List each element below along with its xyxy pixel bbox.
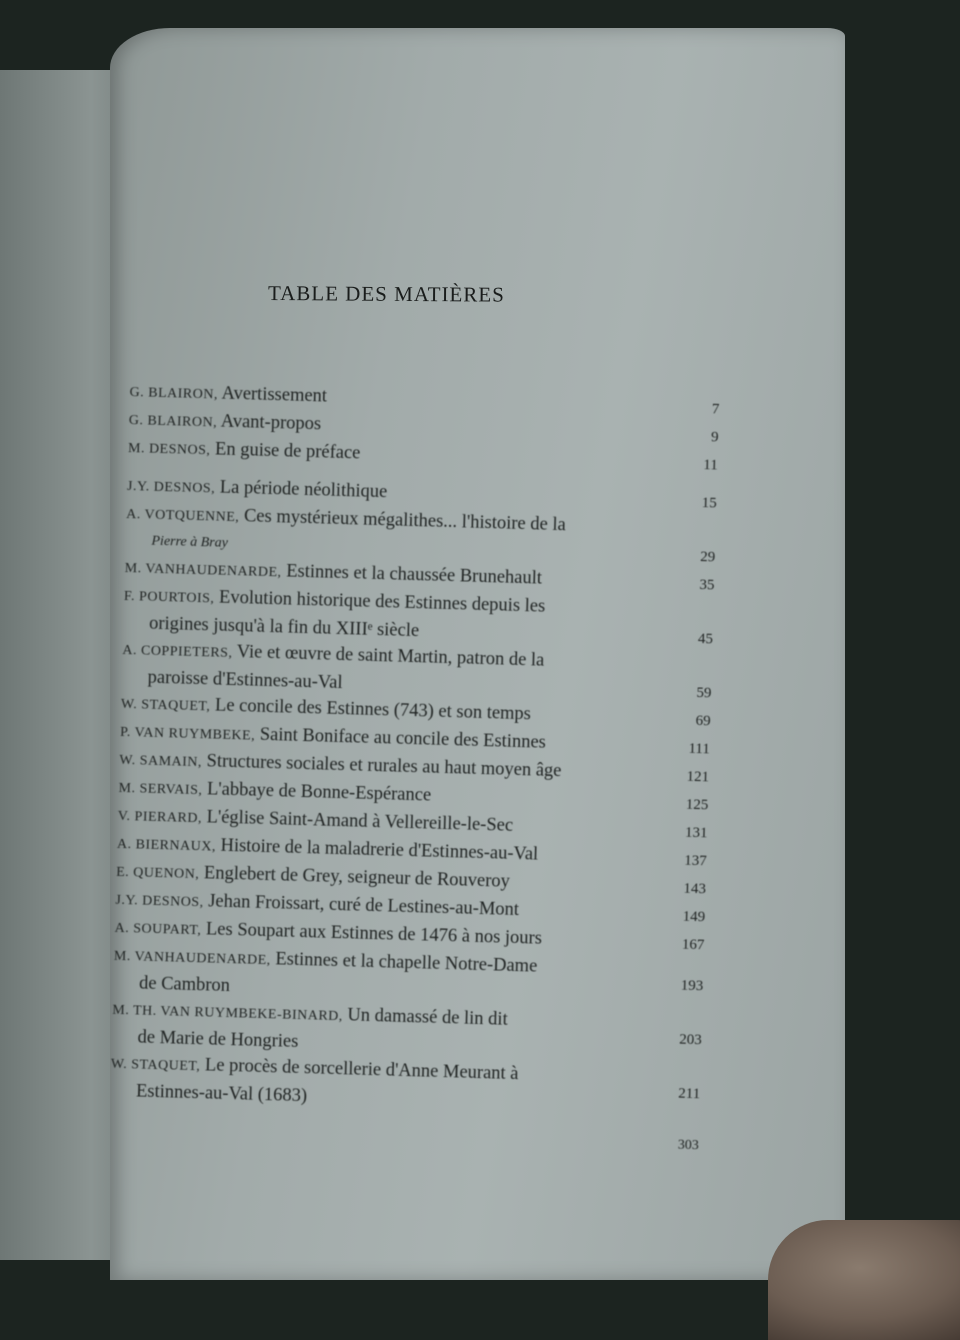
entry-title: Jehan Froissart, curé de Lestines-au-Mont	[207, 891, 520, 921]
entry-title: Les Soupart aux Estinnes de 1476 à nos jours	[205, 919, 543, 949]
entry-author: W. STAQUET,	[110, 1056, 201, 1075]
entry-title: L'abbaye de Bonne-Espérance	[206, 779, 432, 806]
entry-title: Avant-propos	[220, 411, 322, 435]
entry-title: Estinnes et la chapelle Notre-Dame	[275, 949, 538, 977]
entry-title-continued: paroisse d'Estinnes-au-Val	[147, 667, 343, 694]
page-title: TABLE DES MATIÈRES	[267, 280, 505, 307]
entry-author: E. QUENON,	[115, 864, 200, 883]
entry-author: J.Y. DESNOS,	[126, 478, 216, 497]
entry-title-continued: origines jusqu'à la fin du XIIIᵉ siècle	[148, 613, 420, 642]
entry-author: G. BLAIRON,	[128, 412, 218, 431]
entry-page-number: 9	[710, 429, 719, 446]
entry-title: Histoire de la maladrerie d'Estinnes-au-Val	[220, 835, 539, 865]
entry-title: Ces mystérieux mégalithes... l'histoire de la	[243, 506, 567, 536]
entry-page-number: 15	[701, 495, 717, 512]
entry-page-number: 125	[685, 796, 709, 814]
entry-author: M. SERVAIS,	[118, 780, 203, 799]
entry-page-number: 29	[700, 548, 716, 566]
entry-author: M. VANHAUDENARDE,	[124, 560, 282, 581]
entry-page-number: 111	[688, 740, 711, 758]
entry-title-continued: de Cambron	[138, 973, 231, 997]
entry-title: Vie et œuvre de saint Martin, patron de la	[236, 642, 545, 671]
entry-title-continued: Estinnes-au-Val (1683)	[135, 1081, 308, 1107]
entry-title: Estinnes et la chaussée Brunehault	[285, 561, 543, 589]
entry-author: A. BIERNAUX,	[116, 836, 217, 855]
entry-title: Un damassé de lin dit	[347, 1005, 508, 1030]
entry-title: L'église Saint-Amand à Vellereille-le-Sec	[206, 807, 514, 836]
entry-page-number: 11	[703, 457, 719, 474]
closing-page-number: 303	[677, 1137, 699, 1154]
entry-author: A. SOUPART,	[114, 920, 202, 939]
entry-title: Le concile des Estinnes (743) et son temps	[214, 695, 532, 725]
entry-title: En guise de préface	[214, 439, 361, 464]
thumb	[768, 1220, 960, 1340]
entry-title: Englebert de Grey, seigneur de Rouveroy	[203, 863, 511, 892]
entry-author: M. DESNOS,	[127, 440, 211, 459]
entry-page-number: 45	[697, 630, 714, 648]
entry-title: Avertissement	[221, 383, 328, 407]
entry-page-number: 193	[680, 977, 704, 995]
entry-page-number: 137	[684, 852, 707, 870]
entry-author: J.Y. DESNOS,	[115, 892, 204, 911]
entry-author: P. VAN RUYMBEKE,	[119, 724, 256, 744]
entry-page-number: 203	[679, 1031, 702, 1049]
entry-author: W. SAMAIN,	[119, 752, 203, 771]
entry-title-continued: de Marie de Hongries	[137, 1027, 299, 1052]
entry-author: M. TH. VAN RUYMBEKE-BINARD,	[112, 1002, 343, 1025]
entry-title: Le procès de sorcellerie d'Anne Meurant à	[204, 1055, 519, 1085]
entry-page-number: 167	[681, 936, 705, 954]
entry-author: F. POURTOIS,	[123, 588, 215, 607]
entry-author: G. BLAIRON,	[129, 384, 219, 403]
entry-title: Evolution historique des Estinnes depuis les	[218, 587, 546, 617]
entry-page-number: 211	[678, 1085, 701, 1103]
entry-author: W. STAQUET,	[120, 696, 211, 715]
entry-author: A. VOTQUENNE,	[125, 506, 240, 526]
entry-author: M. VANHAUDENARDE,	[113, 948, 271, 969]
entry-title: Structures sociales et rurales au haut moyen âge	[206, 751, 562, 782]
entry-author: A. COPPIETERS,	[122, 642, 233, 661]
entry-page-number: 131	[684, 824, 708, 842]
entry-page-number: 121	[686, 768, 710, 786]
entry-page-number: 59	[696, 684, 712, 702]
entry-page-number: 7	[711, 401, 720, 418]
table-of-contents	[110, 378, 720, 1154]
entry-page-number: 69	[695, 712, 711, 730]
entry-author: V. PIERARD,	[117, 808, 203, 827]
entry-page-number: 35	[699, 576, 715, 594]
entry-title: La période néolithique	[219, 477, 388, 503]
entry-page-number: 143	[683, 880, 707, 898]
entry-title: Saint Boniface au concile des Estinnes	[259, 724, 547, 753]
entry-title-continued: Pierre à Bray	[151, 533, 229, 551]
entry-page-number: 149	[682, 908, 706, 926]
